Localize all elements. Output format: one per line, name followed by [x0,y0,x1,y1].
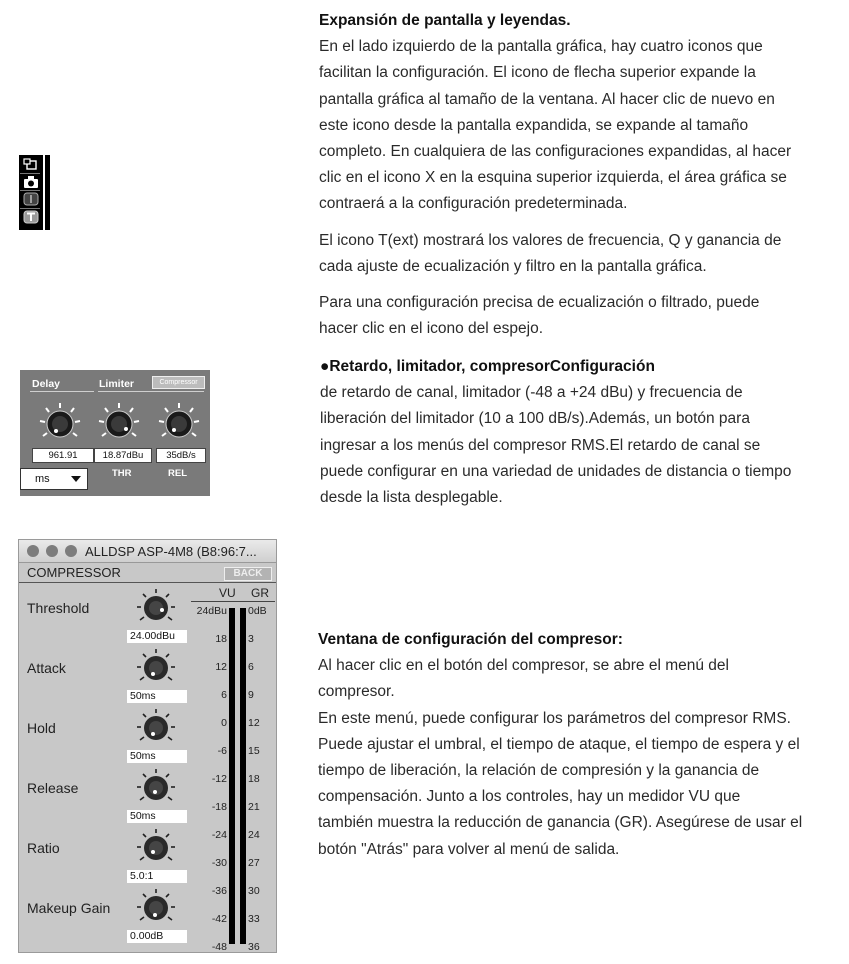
limiter-label: Limiter [99,378,135,390]
strip-divider [20,208,40,209]
limiter-underline [98,391,204,392]
param-label: Ratio [27,840,60,856]
param-value[interactable]: 0.00dB [127,930,187,943]
section1-line: contraerá a la configuración predeterminada. [319,195,628,213]
compressor-button[interactable]: Compressor [152,376,205,389]
section2-line: desde la lista desplegable. [320,489,503,507]
gr-tick-label: 6 [248,661,254,673]
section1-text [319,8,839,342]
graph-icon-strip [19,155,50,230]
strip-rail [43,155,45,230]
expand-icon[interactable] [23,158,39,172]
thr-knob[interactable] [96,401,142,450]
gr-tick-label: 0dB [248,605,267,617]
thr-label: THR [112,468,132,479]
vu-tick-label: -30 [211,857,227,869]
compressor-window [18,539,277,953]
thr-value[interactable]: 18.87dBu [94,448,152,463]
param-knob[interactable] [135,768,177,813]
section2-text [320,354,840,511]
param-value[interactable]: 24.00dBu [127,630,187,643]
section2-line: puede configurar en una variedad de unidades de distancia o tiempo [320,462,792,480]
gr-meter-bar [240,608,246,944]
window-titlebar [19,540,276,563]
param-label: Release [27,780,79,796]
delay-label: Delay [32,378,61,390]
gr-tick-label: 15 [248,745,260,757]
section3-line: Al hacer clic en el botón del compresor, se abre el menú del [318,657,729,675]
section1-line: facilitan la configuración. El icono de flecha superior expande la [319,64,756,82]
section3-line: tiempo de liberación, la relación de compresión y la ganancia de [318,762,760,780]
delay-unit-value: ms [35,473,50,485]
section3-line: En este menú, puede configurar los parámetros del compresor RMS. [318,709,791,727]
window-title: ALLDSP ASP-4M8 (B8:96:7... [85,544,257,559]
back-button[interactable]: BACK [224,567,272,581]
param-knob[interactable] [135,648,177,693]
param-label: Hold [27,720,56,736]
param-label: Threshold [27,600,90,616]
vu-header: VU [219,586,236,600]
param-knob[interactable] [135,588,177,633]
close-button[interactable] [27,545,39,557]
strip-divider [20,190,40,191]
param-value[interactable]: 50ms [127,750,187,763]
vu-tick-label: 12 [215,661,227,673]
gr-tick-label: 3 [248,633,254,645]
section3-line: botón "Atrás" para volver al menú de salida. [318,840,620,858]
param-knob[interactable] [135,828,177,873]
vu-tick-label: -6 [217,745,227,757]
vu-tick-label: -24 [211,829,227,841]
vu-tick-label: -12 [211,773,227,785]
gr-tick-label: 33 [248,913,260,925]
delay-knob[interactable] [37,401,83,450]
zoom-button[interactable] [65,545,77,557]
gr-tick-label: 12 [248,717,260,729]
param-value[interactable]: 5.0:1 [127,870,187,883]
rel-label: REL [168,468,187,479]
gr-header: GR [251,586,269,600]
compressor-title: COMPRESSOR [27,565,121,580]
param-value[interactable]: 50ms [127,690,187,703]
chevron-down-icon [71,476,81,482]
section1-para2-line: cada ajuste de ecualización y filtro en la pantalla gráfica. [319,257,707,275]
gr-tick-label: 36 [248,941,260,953]
section1-para3-line: Para una configuración precisa de ecualización o filtrado, puede [319,294,760,312]
section1-para2-line: El icono T(ext) mostrará los valores de frecuencia, Q y ganancia de [319,231,782,249]
section3-heading: Ventana de configuración del compresor: [318,631,623,648]
gr-tick-label: 21 [248,801,260,813]
camera-icon[interactable] [23,175,39,189]
strip-divider [20,173,40,174]
section3-line: compensación. Junto a los controles, hay un medidor VU que [318,788,741,806]
delay-limiter-panel [20,370,210,496]
section1-line: completo. En cualquiera de las configuraciones expandidas, al hacer [319,143,792,161]
gr-tick-label: 24 [248,829,260,841]
section1-line: este icono desde la pantalla expandida, se expande al tamaño [319,116,749,134]
section3-text [318,627,843,863]
rel-knob[interactable] [156,401,202,450]
section2-heading: ●Retardo, limitador, compresorConfiguración [320,358,655,375]
section1-line: clic en el icono X en la esquina superior izquierda, el área gráfica se [319,169,787,187]
section3-line: compresor. [318,683,395,701]
section2-line: liberación del limitador (10 a 100 dB/s).Además, un botón para [320,410,750,428]
section1-line: pantalla gráfica al tamaño de la ventana. Al hacer clic de nuevo en [319,90,775,108]
vu-tick-label: 0 [221,717,227,729]
vu-tick-label: -48 [211,941,227,953]
text-icon[interactable] [23,210,39,224]
param-knob[interactable] [135,708,177,753]
delay-underline [30,391,94,392]
gr-tick-label: 9 [248,689,254,701]
param-knob[interactable] [135,888,177,933]
vu-meter-bar [229,608,235,944]
gr-tick-label: 30 [248,885,260,897]
section2-line: ingresar a los menús del compresor RMS.El retardo de canal se [320,436,761,454]
section3-line: Puede ajustar el umbral, el tiempo de ataque, el tiempo de espera y el [318,735,800,753]
vu-tick-label: 6 [221,689,227,701]
delay-unit-select[interactable] [20,468,88,490]
param-label: Makeup Gain [27,900,111,916]
section1-para3-line: hacer clic en el icono del espejo. [319,320,544,338]
gr-tick-label: 18 [248,773,260,785]
vu-tick-label: -42 [211,913,227,925]
meter-header-line [191,601,275,602]
param-value[interactable]: 50ms [127,810,187,823]
mirror-icon[interactable] [23,192,39,206]
minimize-button[interactable] [46,545,58,557]
section2-line: de retardo de canal, limitador (-48 a +24 dBu) y frecuencia de [320,384,743,402]
param-label: Attack [27,660,66,676]
vu-tick-label: 18 [215,633,227,645]
section3-line: también muestra la reducción de ganancia (GR). Asegúrese de usar el [318,814,803,832]
section1-heading: Expansión de pantalla y leyendas. [319,12,571,29]
rel-value[interactable]: 35dB/s [156,448,206,463]
gr-tick-label: 27 [248,857,260,869]
vu-tick-label: -18 [211,801,227,813]
vu-tick-label: -36 [211,885,227,897]
section1-line: En el lado izquierdo de la pantalla gráfica, hay cuatro iconos que [319,38,763,56]
compressor-header [19,563,276,583]
delay-value[interactable]: 961.91 [32,448,94,463]
vu-tick-label: 24dBu [196,605,227,617]
